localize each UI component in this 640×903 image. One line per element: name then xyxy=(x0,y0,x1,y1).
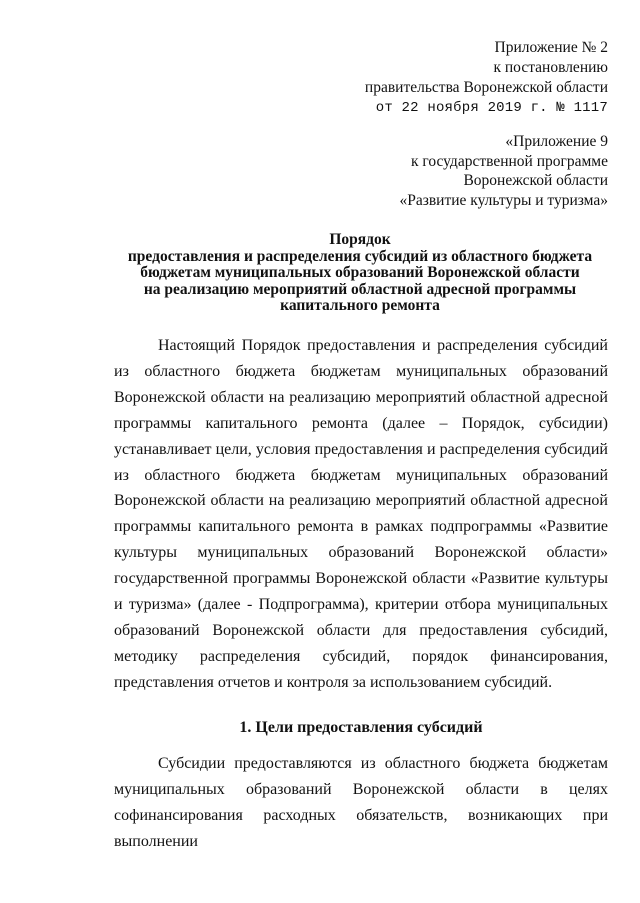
appendix-number: Приложение № 2 xyxy=(494,39,608,56)
program-name: «Развитие культуры и туризма» xyxy=(399,191,608,209)
title-line: предоставления и распределения субсидий из областного бюджета xyxy=(127,247,593,265)
program-reference: к государственной программе xyxy=(410,152,608,170)
intro-paragraph-text: Настоящий Порядок предоставления и распределения субсидий из областного бюджета бюджетам муниципальных образований Воронежской области на реализацию мероприятий областной адресной программы капитального ремонта (далее – Порядок, субсидии) устанавливает цели, условия предоставления и распределения субсидий из областного бюджета бюджетам муниципальных образований Воронежской области на реализацию мероприятий областной адресной программы капитального ремонта в рамках подпрограммы «Развитие культуры муниципальных образований Воронежской области» государственной программы Воронежской области «Развитие культуры и туризма» (далее - Подпрограмма), критерии отбора муниципальных образований Воронежской области для предоставления субсидий, методику распределения субсидий, порядок финансирования, представления отчетов и контроля за использованием субсидий. xyxy=(114,337,608,691)
title-line: капитального ремонта xyxy=(280,297,440,314)
issuing-authority: правительства Воронежской области xyxy=(364,79,608,96)
resolution-header xyxy=(300,38,608,118)
section-heading: 1. Цели предоставления субсидий xyxy=(239,719,483,736)
section-paragraph-text: Субсидии предоставляются из областного бюджета бюджетам муниципальных образований Воронежской области в целях софинансирования расходных обязательств, возникающих при выполнении xyxy=(114,755,608,850)
resolution-reference: к постановлению xyxy=(493,59,608,76)
intro-paragraph xyxy=(114,333,608,696)
title-line: бюджетам муниципальных образований Воронежской области xyxy=(140,264,580,281)
section-paragraph xyxy=(114,751,608,855)
resolution-date: от 22 ноября 2019 г. № 1117 xyxy=(375,100,608,116)
program-appendix-number: «Приложение 9 xyxy=(505,133,608,150)
title-line: на реализацию мероприятий областной адресной программы xyxy=(143,280,577,298)
program-appendix-header xyxy=(300,132,608,210)
program-region: Воронежской области xyxy=(463,172,608,189)
document-title xyxy=(70,232,640,315)
title-line: Порядок xyxy=(329,231,391,248)
